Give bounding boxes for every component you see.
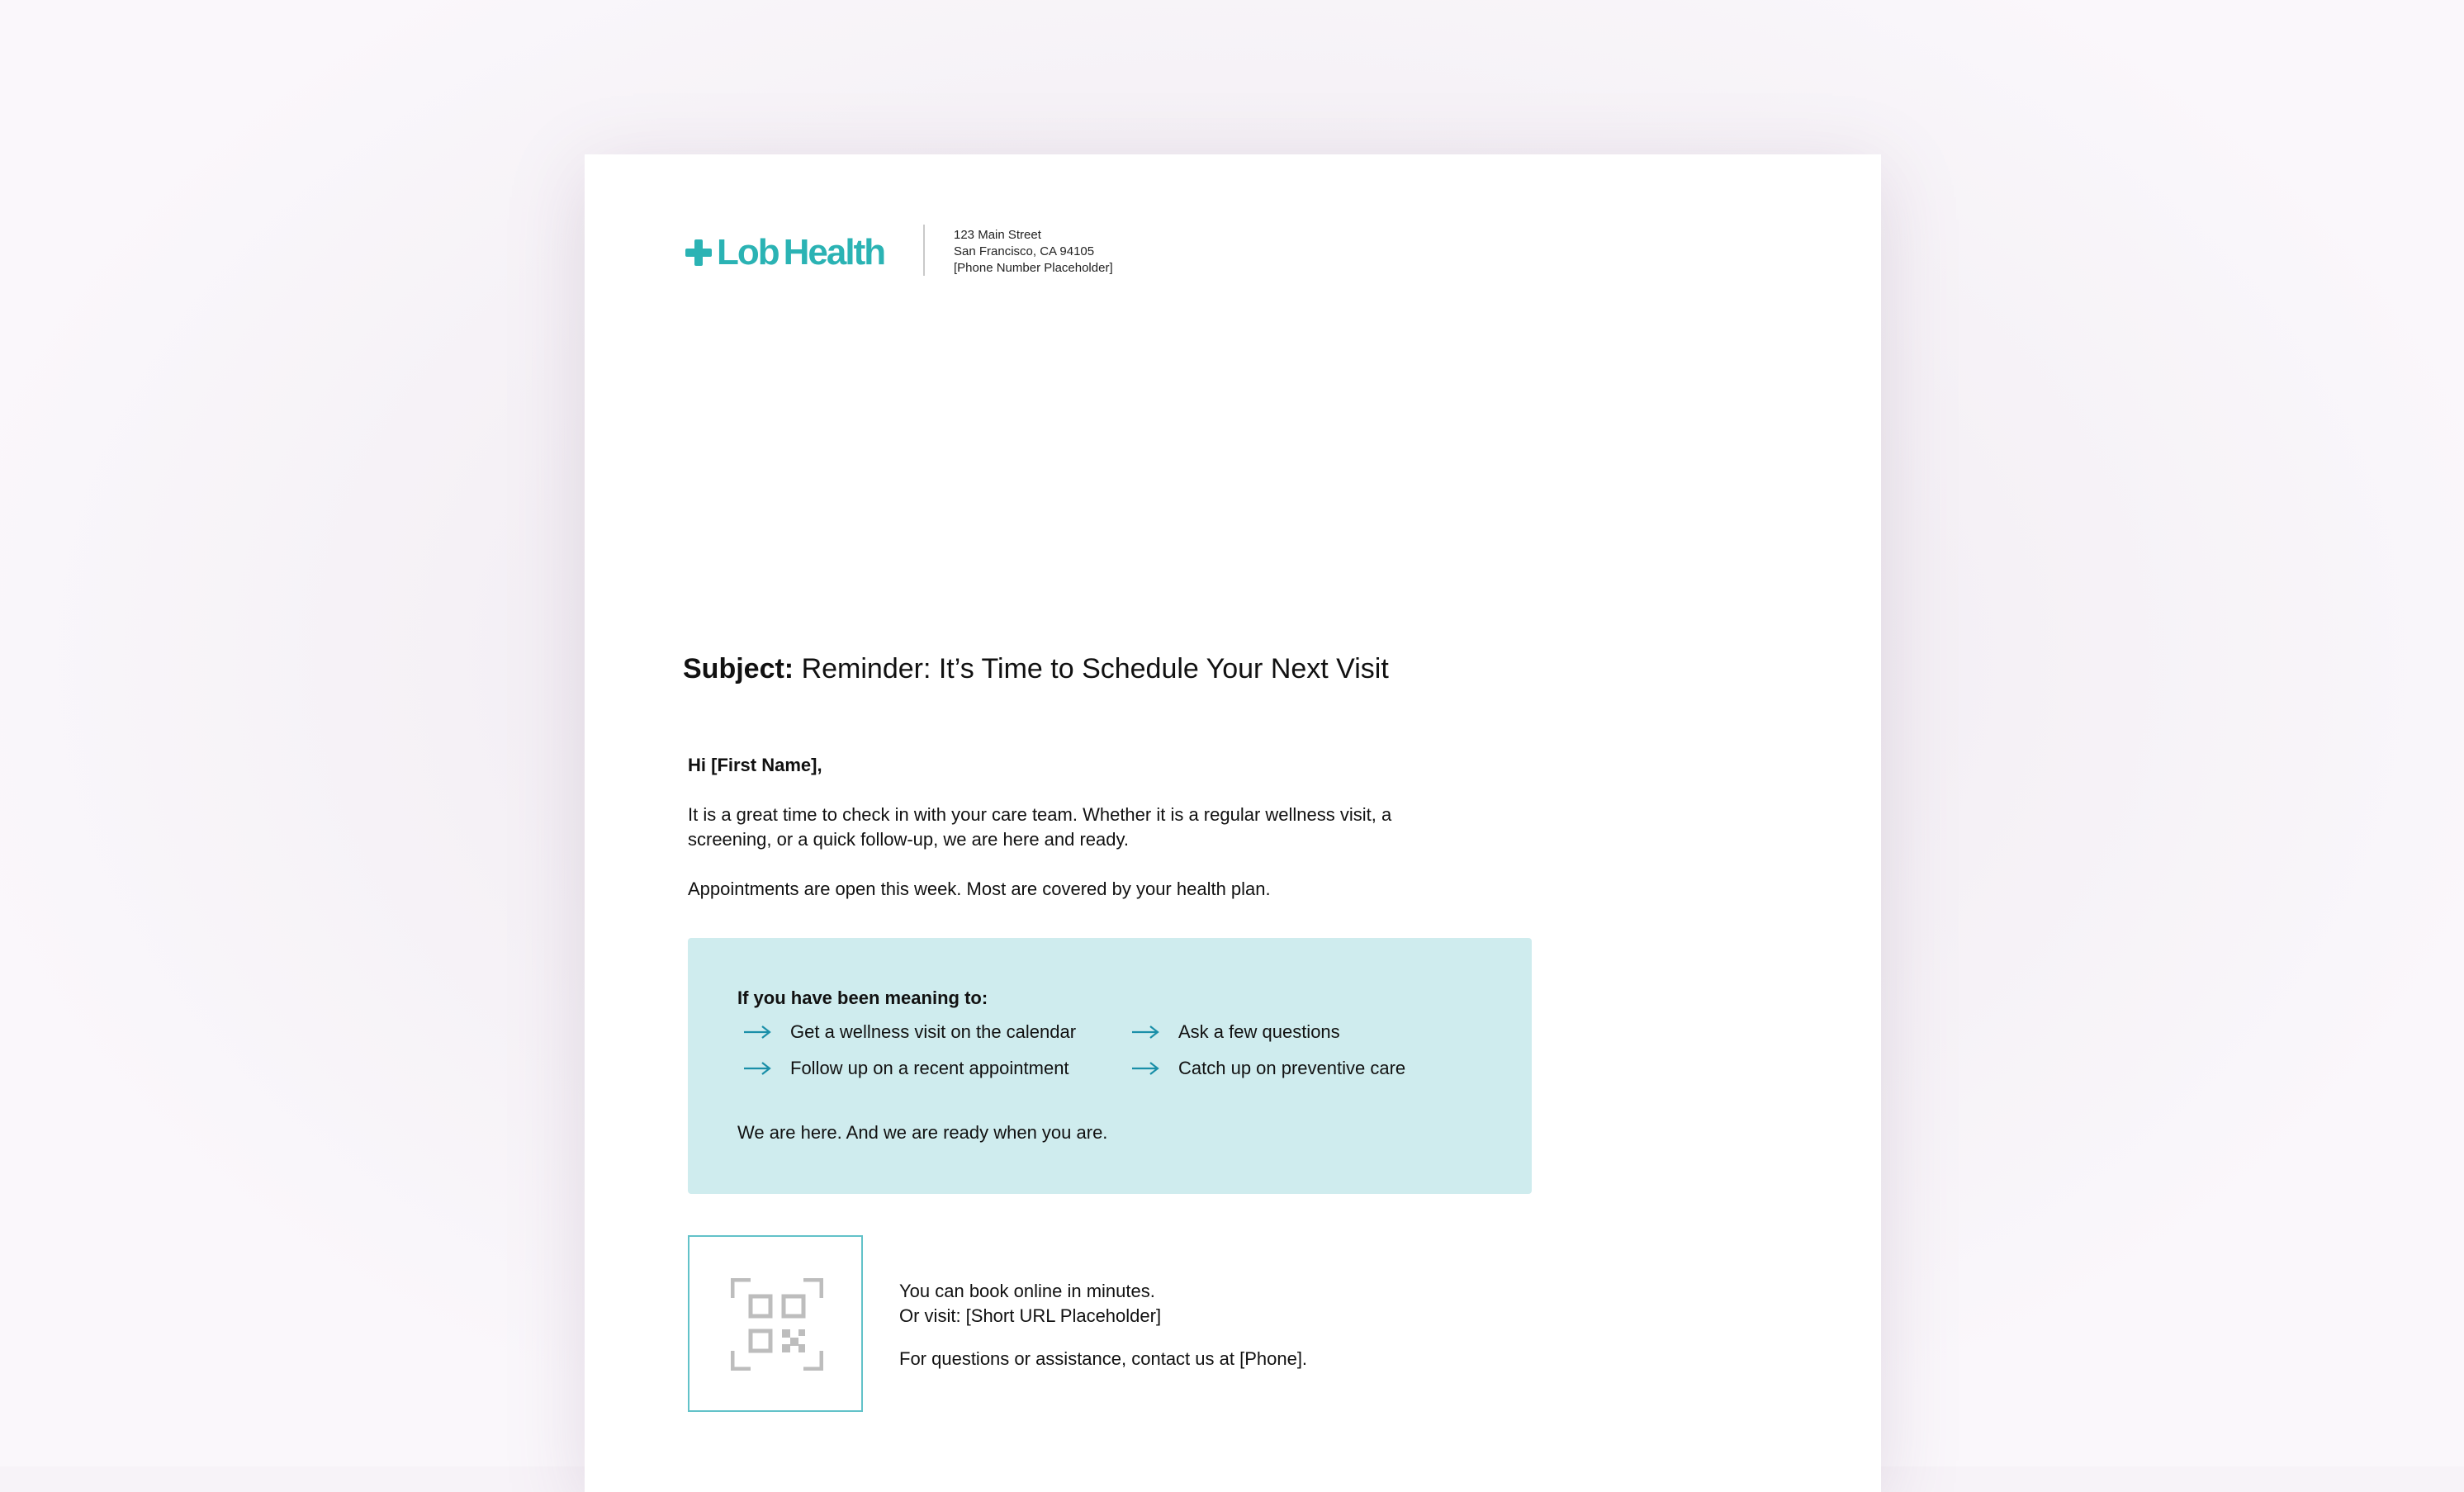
callout-item-text: Get a wellness visit on the calendar xyxy=(790,1021,1077,1042)
cta-line-2: Or visit: [Short URL Placeholder] xyxy=(899,1305,1162,1326)
header-divider xyxy=(923,225,925,276)
callout-title: If you have been meaning to: xyxy=(737,988,988,1008)
body-paragraph-2: Appointments are open this week. Most are covered by your health plan. xyxy=(688,879,1271,899)
sender-address xyxy=(954,227,1113,277)
letter-page xyxy=(585,154,1881,1492)
body-paragraph-1: It is a great time to check in with your care team. Whether it is a regular wellness visit, a screening, or a quick follow-up, we are here and ready. xyxy=(688,804,1392,850)
subject-text: Reminder: It’s Time to Schedule Your Next Visit xyxy=(801,653,1389,684)
brand-logo xyxy=(684,233,884,272)
address-line-3: [Phone Number Placeholder] xyxy=(954,261,1113,275)
greeting: Hi [First Name], xyxy=(688,755,822,775)
subject-line xyxy=(683,653,1389,685)
arrow-right-icon xyxy=(742,1024,772,1040)
callout-item-text: Ask a few questions xyxy=(1178,1021,1340,1042)
brand-name: Lob Health xyxy=(717,232,885,272)
callout-item xyxy=(1130,1058,1405,1079)
callout-item-text: Catch up on preventive care xyxy=(1178,1058,1406,1078)
callout-item xyxy=(742,1021,1076,1043)
arrow-right-icon xyxy=(742,1060,772,1077)
callout-item xyxy=(1130,1021,1340,1043)
cta-line-3: For questions or assistance, contact us at [Phone]. xyxy=(899,1348,1308,1369)
qr-code-icon xyxy=(731,1278,823,1371)
address-line-2: San Francisco, CA 94105 xyxy=(954,244,1095,258)
callout-item-text: Follow up on a recent appointment xyxy=(790,1058,1069,1078)
address-line-1: 123 Main Street xyxy=(954,228,1041,242)
cta-line-1: You can book online in minutes. xyxy=(899,1281,1155,1301)
plus-cross-icon xyxy=(684,238,713,268)
callout-footer: We are here. And we are ready when you are. xyxy=(737,1122,1108,1143)
callout-box xyxy=(688,938,1532,1194)
subject-label: Subject: xyxy=(683,653,794,684)
qr-code-box xyxy=(688,1235,863,1412)
arrow-right-icon xyxy=(1130,1060,1160,1077)
arrow-right-icon xyxy=(1130,1024,1160,1040)
callout-item xyxy=(742,1058,1069,1079)
